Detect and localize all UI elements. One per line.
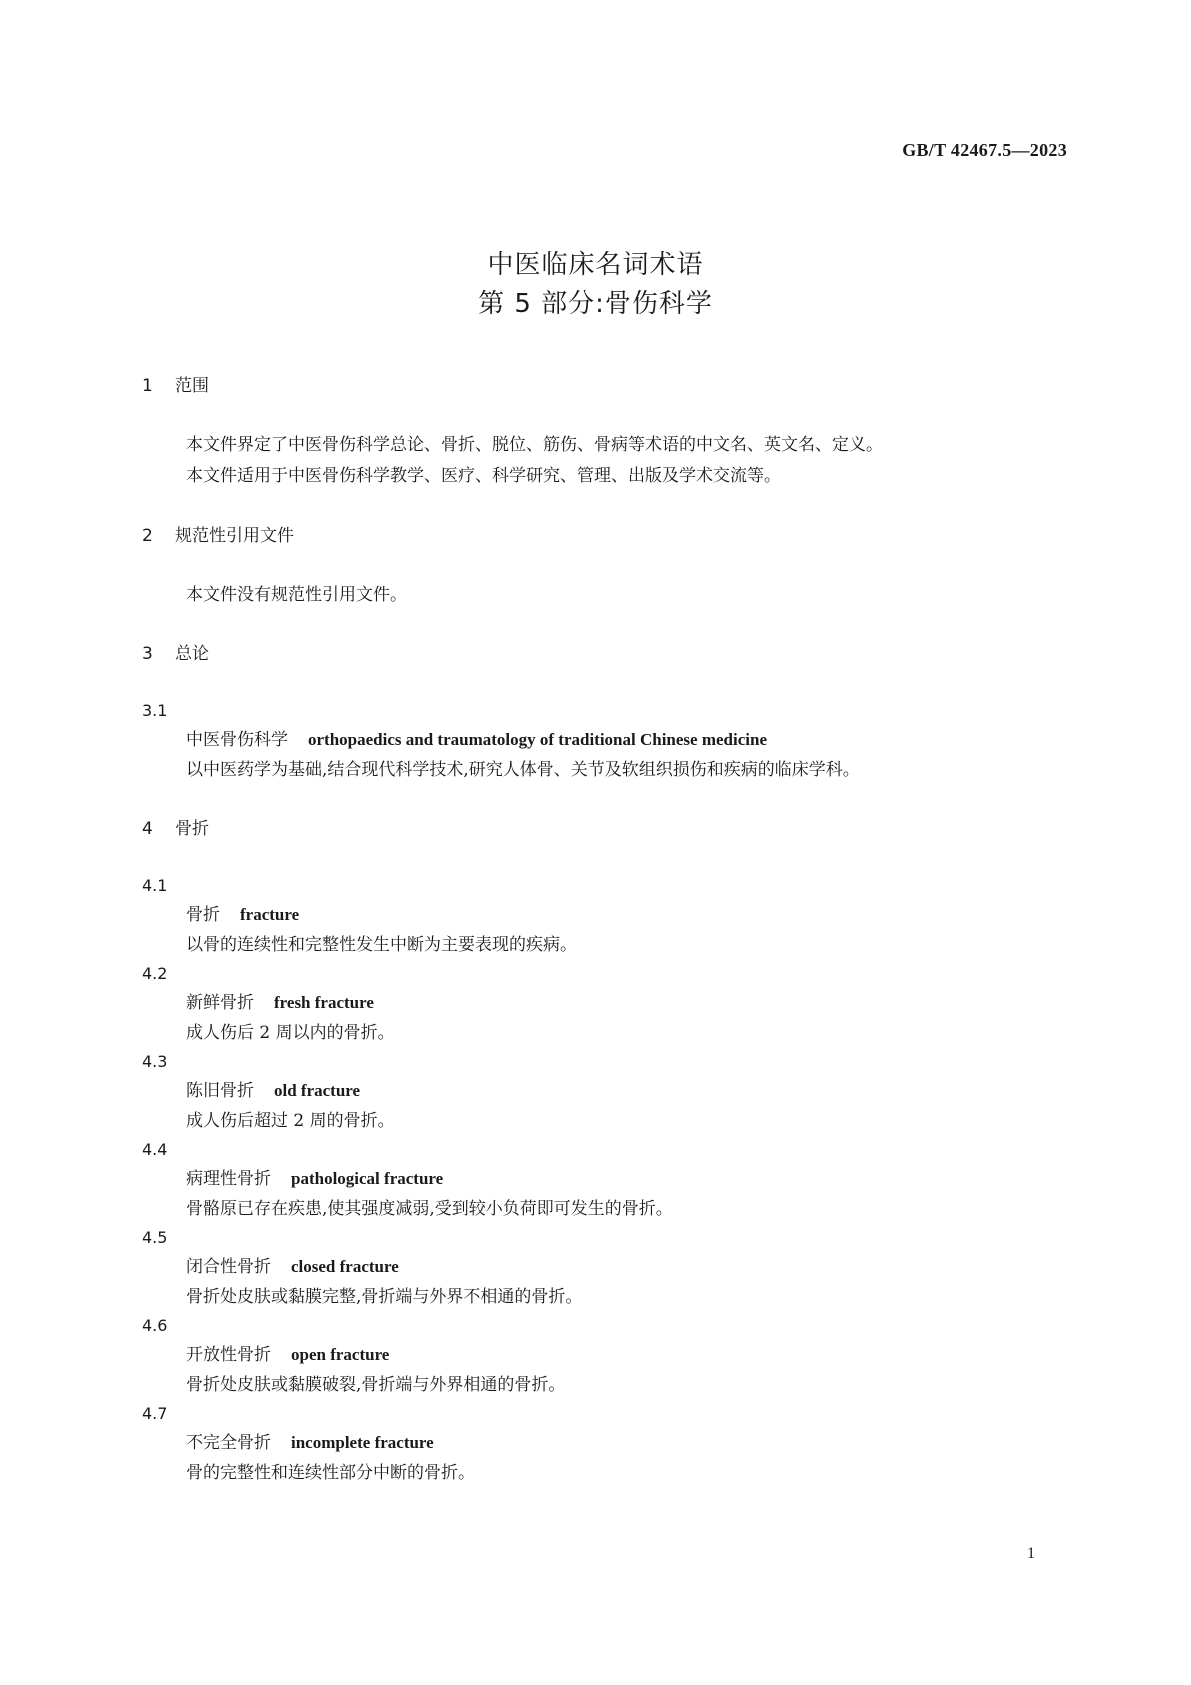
term-entry <box>186 899 1062 930</box>
term-entry <box>186 1163 1062 1194</box>
term-definition: 成人伤后 2 周以内的骨折。 <box>186 1023 395 1043</box>
term-chinese: 开放性骨折 <box>186 1345 271 1365</box>
term-definition: 骨的完整性和连续性部分中断的骨折。 <box>186 1463 475 1483</box>
term-definition: 骨折处皮肤或黏膜完整,骨折端与外界不相通的骨折。 <box>186 1287 583 1307</box>
term-chinese: 新鲜骨折 <box>186 993 254 1013</box>
section-heading-general <box>142 641 1062 667</box>
term-english: closed fracture <box>291 1257 399 1276</box>
scope-paragraph-1: 本文件界定了中医骨伤科学总论、骨折、脱位、筋伤、骨病等术语的中文名、英文名、定义。 <box>186 435 883 455</box>
term-definition: 以中医药学为基础,结合现代科学技术,研究人体骨、关节及软组织损伤和疾病的临床学科。 <box>186 760 860 780</box>
term-english: open fracture <box>291 1345 390 1364</box>
section-number: 1 <box>142 376 153 396</box>
term-entry <box>186 724 1062 755</box>
term-english: old fracture <box>274 1081 361 1100</box>
section-heading-normative-references <box>142 523 1062 549</box>
term-definition: 骨骼原已存在疾患,使其强度减弱,受到较小负荷即可发生的骨折。 <box>186 1199 673 1219</box>
term-chinese: 病理性骨折 <box>186 1169 271 1189</box>
section-number: 2 <box>142 526 153 546</box>
clause-number: 4.3 <box>142 1052 168 1071</box>
clause-number: 3.1 <box>142 701 168 720</box>
section-title: 范围 <box>175 376 209 396</box>
term-english: orthopaedics and traumatology of traditional Chinese medicine <box>308 730 767 749</box>
clause-number: 4.1 <box>142 876 168 895</box>
standard-number: GB/T 42467.5—2023 <box>902 140 1067 160</box>
term-english: fracture <box>240 905 300 924</box>
section-number: 4 <box>142 819 153 839</box>
page-number: 1 <box>1027 1545 1035 1562</box>
scope-paragraph-2: 本文件适用于中医骨伤科学教学、医疗、科学研究、管理、出版及学术交流等。 <box>186 466 781 486</box>
term-definition: 骨折处皮肤或黏膜破裂,骨折端与外界相通的骨折。 <box>186 1375 566 1395</box>
term-english: pathological fracture <box>291 1169 444 1188</box>
term-chinese: 不完全骨折 <box>186 1433 271 1453</box>
term-english: fresh fracture <box>274 993 374 1012</box>
section-heading-scope <box>142 373 1062 399</box>
term-chinese: 陈旧骨折 <box>186 1081 254 1101</box>
clause-number: 4.4 <box>142 1140 168 1159</box>
term-english: incomplete fracture <box>291 1433 434 1452</box>
term-chinese: 中医骨伤科学 <box>186 730 288 750</box>
term-entry <box>186 1339 1062 1370</box>
term-entry <box>186 1251 1062 1282</box>
normative-references-paragraph: 本文件没有规范性引用文件。 <box>186 585 407 605</box>
section-heading-fracture <box>142 816 1062 842</box>
section-title: 规范性引用文件 <box>175 526 294 546</box>
document-body <box>142 373 1062 1489</box>
term-entry <box>186 987 1062 1018</box>
term-chinese: 骨折 <box>186 905 220 925</box>
term-entry <box>186 1075 1062 1106</box>
document-title: 中医临床名词术语 <box>487 250 704 280</box>
clause-number: 4.7 <box>142 1404 168 1423</box>
term-definition: 以骨的连续性和完整性发生中断为主要表现的疾病。 <box>186 935 577 955</box>
section-title: 总论 <box>175 644 209 664</box>
document-subtitle: 第 5 部分:骨伤科学 <box>478 289 713 319</box>
clause-number: 4.5 <box>142 1228 168 1247</box>
term-definition: 成人伤后超过 2 周的骨折。 <box>186 1111 395 1131</box>
section-number: 3 <box>142 644 153 664</box>
term-chinese: 闭合性骨折 <box>186 1257 271 1277</box>
clause-number: 4.2 <box>142 964 168 983</box>
term-entry <box>186 1427 1062 1458</box>
section-title: 骨折 <box>175 819 209 839</box>
clause-number: 4.6 <box>142 1316 168 1335</box>
